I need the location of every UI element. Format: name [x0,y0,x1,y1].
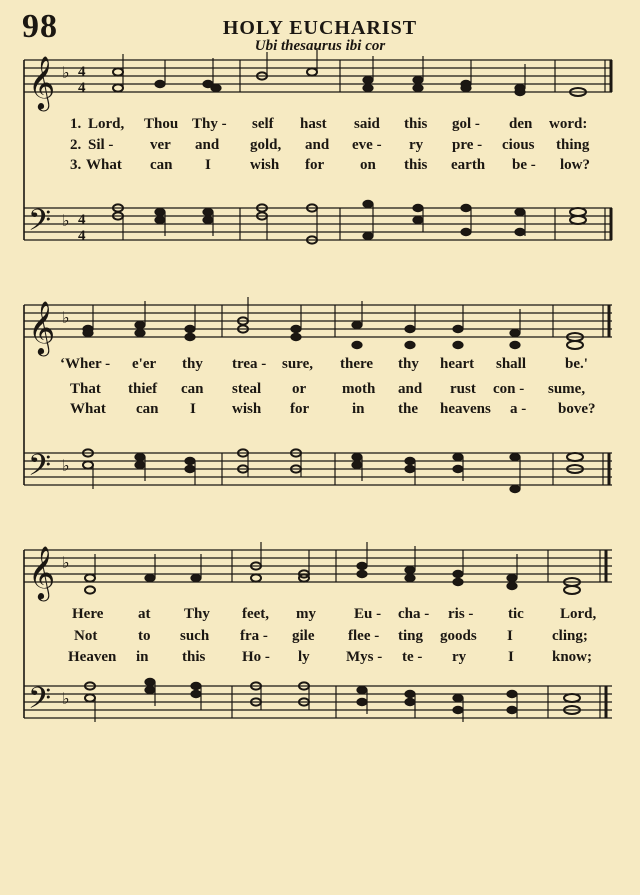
lyric-syllable: be.' [565,356,588,372]
lyric-syllable: ver [150,137,171,153]
lyric-syllable: word: [549,116,588,132]
lyric-syllable: in [352,401,365,417]
lyric-syllable: That [70,381,101,397]
lyric-syllable: Lord, [560,606,597,622]
svg-text:𝄞: 𝄞 [28,55,56,109]
lyric-line [0,649,640,669]
lyric-syllable: can [136,401,159,417]
lyric-syllable: know; [552,649,593,665]
lyric-syllable: at [138,606,151,622]
lyric-syllable: Not [74,628,98,644]
lyric-syllable: gol - [452,116,480,132]
lyric-syllable: steal [232,381,262,397]
lyric-syllable: rust [450,381,476,397]
lyric-syllable: there [340,356,374,372]
lyric-syllable: wish [250,157,280,173]
hymn-title: HOLY EUCHARIST [222,17,418,39]
lyric-line [0,137,640,157]
lyric-syllable: for [290,401,310,417]
lyric-syllable: and [195,137,220,153]
svg-text:4: 4 [78,228,86,244]
svg-text:𝄞: 𝄞 [28,545,56,599]
lyric-line [0,381,640,401]
svg-text:♭: ♭ [62,456,70,475]
svg-text:𝄢: 𝄢 [28,682,52,723]
lyric-syllable: con - [493,381,525,397]
svg-text:4: 4 [78,212,86,228]
lyric-syllable: sure, [282,356,313,372]
lyric-syllable: cling; [552,628,588,644]
svg-text:♭: ♭ [62,689,70,708]
lyric-syllable: low? [560,157,590,173]
lyric-syllable: Thou [144,116,179,132]
page-number: 98 [22,8,58,45]
svg-text:4: 4 [78,64,86,80]
lyric-syllable: cious [502,137,535,153]
lyric-syllable: heart [440,356,475,372]
lyric-line [0,628,640,648]
lyric-line [0,356,640,376]
lyric-syllable: hast [300,116,327,132]
lyric-syllable: be - [512,157,536,173]
lyric-syllable: I [205,157,211,173]
lyric-syllable: for [305,157,325,173]
lyric-syllable: Eu - [354,606,382,622]
lyric-syllable: in [136,649,149,665]
lyric-syllable: e'er [132,356,157,372]
svg-text:4: 4 [78,80,86,96]
lyric-syllable: this [182,649,206,665]
lyric-syllable: moth [342,381,376,397]
lyric-syllable: or [292,381,307,397]
lyric-line [0,116,640,136]
lyric-syllable: and [305,137,330,153]
lyric-syllable: thy [398,356,419,372]
svg-text:𝄢: 𝄢 [28,449,52,490]
lyric-syllable: said [354,116,380,132]
lyric-syllable: thief [128,381,158,397]
lyric-syllable: What [70,401,106,417]
lyric-syllable: this [404,157,428,173]
lyric-syllable: trea - [232,356,267,372]
svg-text:♭: ♭ [62,211,70,230]
lyric-syllable: feet, [242,606,270,622]
lyric-syllable: Thy [184,606,210,622]
lyric-syllable: to [138,628,151,644]
lyric-syllable: bove? [558,401,596,417]
svg-text:♭: ♭ [62,63,70,82]
lyric-syllable: ry [452,649,467,665]
lyric-syllable: goods [440,628,477,644]
lyric-syllable: eve - [352,137,382,153]
lyric-syllable: I [507,628,513,644]
lyric-syllable: ris - [448,606,474,622]
lyric-line [0,157,640,177]
lyric-syllable: a - [510,401,527,417]
lyric-syllable: wish [232,401,262,417]
lyric-syllable: sume, [548,381,586,397]
lyric-syllable: flee - [348,628,380,644]
lyric-syllable: can [181,381,204,397]
lyric-syllable: and [398,381,423,397]
lyric-syllable: pre - [452,137,483,153]
lyric-syllable: I [508,649,514,665]
lyric-syllable: can [150,157,173,173]
hymn-subtitle: Ubi thesaurus ibi cor [254,38,386,54]
lyric-line [0,401,640,421]
lyric-syllable: Lord, [88,116,125,132]
lyric-syllable: Sil - [88,137,114,153]
lyric-syllable: my [296,606,316,622]
svg-text:♭: ♭ [62,553,70,572]
lyric-syllable: gold, [250,137,282,153]
svg-text:𝄢: 𝄢 [28,204,52,245]
lyric-syllable: ly [298,649,310,665]
lyric-syllable: fra - [240,628,268,644]
lyric-syllable: shall [496,356,527,372]
lyric-syllable: thy [182,356,203,372]
lyric-syllable: Here [72,606,104,622]
lyric-syllable: ting [398,628,424,644]
lyric-syllable: gile [292,628,315,644]
lyric-syllable: Ho - [242,649,270,665]
lyric-line [0,606,640,626]
lyric-syllable: Thy - [192,116,227,132]
lyric-syllable: ‘Wher - [60,356,111,372]
lyric-syllable: I [190,401,196,417]
lyric-syllable: Mys - [346,649,383,665]
lyric-syllable: on [360,157,376,173]
lyric-syllable: Heaven [68,649,117,665]
lyric-syllable: this [404,116,428,132]
verse-number: 1. [70,116,82,132]
lyric-syllable: te - [402,649,423,665]
svg-text:𝄞: 𝄞 [28,300,56,354]
lyric-syllable: heavens [440,401,491,417]
lyric-syllable: thing [556,137,590,153]
verse-number: 3. [70,157,82,173]
lyric-syllable: ry [409,137,424,153]
lyric-syllable: cha - [398,606,430,622]
lyric-syllable: such [180,628,210,644]
lyric-syllable: self [252,116,274,132]
lyric-syllable: tic [508,606,524,622]
verse-number: 2. [70,137,82,153]
lyric-syllable: earth [451,157,486,173]
lyric-syllable: What [86,157,122,173]
lyric-syllable: the [398,401,418,417]
svg-text:♭: ♭ [62,308,70,327]
lyric-syllable: den [509,116,533,132]
